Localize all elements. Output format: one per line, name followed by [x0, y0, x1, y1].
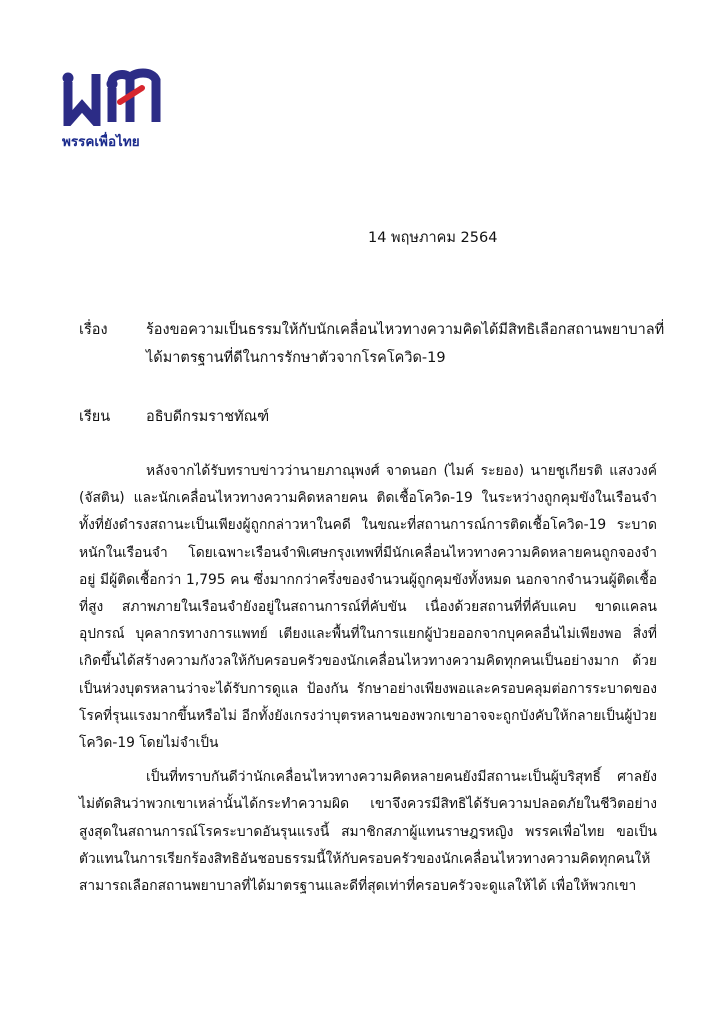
pheu-thai-party-logo-icon	[60, 68, 164, 126]
salutation-recipient: อธิบดีกรมราชทัณฑ์	[146, 409, 270, 425]
subject-label: เรื่อง	[79, 322, 108, 338]
subject-content	[146, 316, 664, 372]
party-name: พรรคเพื่อไทย	[62, 134, 140, 150]
subject-line-2: ได้มาตรฐานที่ดีในการรักษาตัวจากโรคโควิด-19	[146, 350, 446, 366]
letter-date: 14 พฤษภาคม 2564	[368, 230, 498, 246]
salutation-label: เรียน	[79, 409, 111, 425]
body-paragraph-2: เป็นที่ทราบกันดีว่านักเคลื่อนไหวทางความคิดหลายคนยังมีสถานะเป็นผู้บริสุทธิ์ ศาลยังไม่ตัดสินว่าพวกเขาเหล่านั้นได้กระทำความผิด เขาจึงควรมีสิทธิได้รับความปลอดภัยในชีวิตอย่างสูงสุดในสถานการณ์โรคระบาดอันรุนแรงนี้ สมาชิกสภาผู้แทนราษฎรหญิง พรรคเพื่อไทย ขอเป็นตัวแทนในการเรียกร้องสิทธิอันชอบธรรมนี้ให้กับครอบครัวของนักเคลื่อนไหวทางความคิดทุกคนให้สามารถเลือกสถานพยาบาลที่ได้มาตรฐานและดีที่สุดเท่าที่ครอบครัวจะดูแลให้ได้ เพื่อให้พวกเขา	[79, 769, 657, 895]
subject-line-1: ร้องขอความเป็นธรรมให้กับนักเคลื่อนไหวทางความคิดได้มีสิทธิเลือกสถานพยาบาลที่	[146, 322, 665, 338]
letter-body	[79, 458, 657, 900]
body-paragraph-1: หลังจากได้รับทราบข่าวว่านายภาณุพงศ์ จาดนอก (ไมค์ ระยอง) นายชูเกียรติ แสงวงค์ (จัสติน) และนักเคลื่อนไหวทางความคิดหลายคน ติดเชื้อโควิด-19 ในระหว่างถูกคุมขังในเรือนจำ ทั้งที่ยังดำรงสถานะเป็นเพียงผู้ถูกกล่าวหาในคดี ในขณะที่สถานการณ์การติดเชื้อโควิด-19 ระบาดหนักในเรือนจำ โดยเฉพาะเรือนจำพิเศษกรุงเทพที่มีนักเคลื่อนไหวทางความคิดหลายคนถูกจองจำอยู่ มีผู้ติดเชื้อกว่า 1,795 คน ซึ่งมากกว่าครึ่งของจำนวนผู้ถูกคุมขังทั้งหมด นอกจากจำนวนผู้ติดเชื้อที่สูง สภาพภายในเรือนจำยังอยู่ในสถานการณ์ที่คับขัน เนื่องด้วยสถานที่ที่คับแคบ ขาดแคลนอุปกรณ์ บุคลากรทางการแพทย์ เตียงและพื้นที่ในการแยกผู้ป่วยออกจากบุคคลอื่นไม่เพียงพอ สิ่งที่เกิดขึ้นได้สร้างความกังวลให้กับครอบครัวของนักเคลื่อนไหวทางความคิดทุกคนเป็นอย่างมาก ด้วยเป็นห่วงบุตรหลานว่าจะได้รับการดูแล ป้องกัน รักษาอย่างเพียงพอและครอบคลุมต่อการระบาดของโรคที่รุนแรงมากขึ้นหรือไม่ อีกทั้งยังเกรงว่าบุตรหลานของพวกเขาอาจจะถูกบังคับให้กลายเป็นผู้ป่วยโควิด-19 โดยไม่จำเป็น	[79, 463, 657, 752]
party-logo	[60, 68, 170, 148]
